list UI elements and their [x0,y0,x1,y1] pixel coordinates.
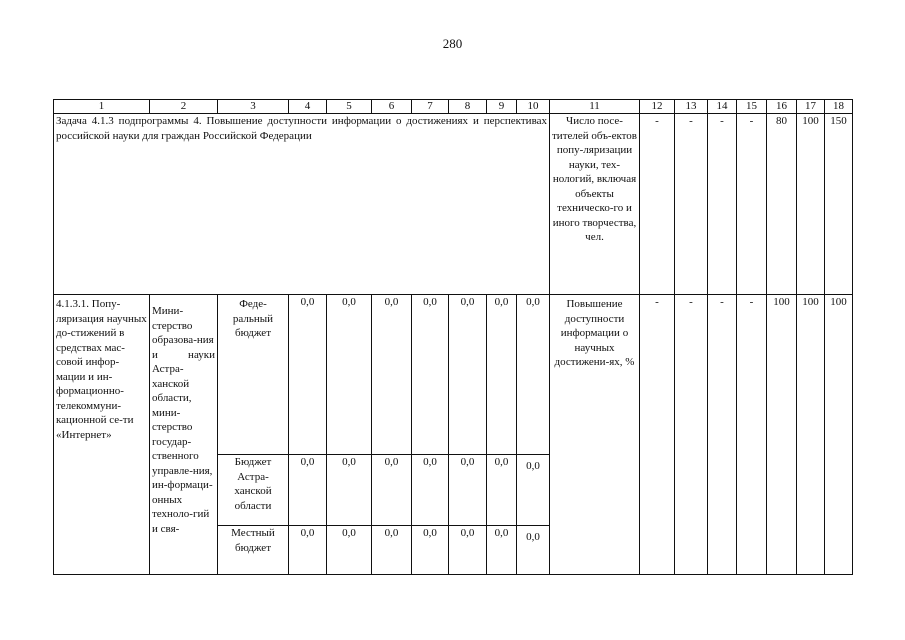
column-number: 1 [54,100,150,114]
column-number: 13 [675,100,708,114]
column-number: 5 [327,100,372,114]
task-value: 150 [825,114,853,295]
funding-value: 0,0 [289,526,327,575]
task-title: Задача 4.1.3 подпрограммы 4. Повышение доступности информации о достижениях и перспективах российской науки для граждан Российской Федерации [54,114,550,295]
task-value: - [708,114,737,295]
funding-value: 0,0 [487,526,517,575]
task-row [54,114,853,295]
task-value: 100 [797,114,825,295]
measure-indicator-value: - [640,295,675,575]
column-number: 3 [218,100,289,114]
column-number: 9 [487,100,517,114]
column-number: 18 [825,100,853,114]
funding-value: 0,0 [487,455,517,526]
funding-value: 0,0 [487,295,517,455]
funding-value: 0,0 [449,295,487,455]
funding-value: 0,0 [449,455,487,526]
funding-value: 0,0 [412,455,449,526]
column-number: 12 [640,100,675,114]
funding-source-name: Бюджет Астра-ханской области [218,455,289,526]
column-number: 8 [449,100,487,114]
funding-value: 0,0 [372,295,412,455]
measure-indicator-value: - [737,295,767,575]
funding-value: 0,0 [289,295,327,455]
measure-indicator: Повышение доступности информации о научных достижени-ях, % [550,295,640,575]
measure-name: 4.1.3.1. Попу-ляризация научных до-стижений в средствах мас-совой инфор-мации и ин-формационно-телекоммуни-кационной се-ти «Интернет» [54,295,150,575]
task-indicator: Число посе-тителей объ-ектов попу-ляризации науки, тех-нологий, включая объекты техническо-го и иного творчества, чел. [550,114,640,295]
funding-source-name: Местный бюджет [218,526,289,575]
measure-indicator-value: 100 [825,295,853,575]
task-value: - [640,114,675,295]
task-value: 80 [767,114,797,295]
funding-value: 0,0 [372,526,412,575]
column-number: 4 [289,100,327,114]
column-number: 2 [150,100,218,114]
column-number: 10 [517,100,550,114]
measure-executor: Мини-стерство образова-ния и науки Астра-ханской области, мини-стерство государ-ственного управле-ния, ин-формаци-онных техноло-гий и свя- [150,295,218,575]
column-number: 16 [767,100,797,114]
page-number: 280 [442,36,463,51]
funding-value: 0,0 [449,526,487,575]
measure-indicator-value: 100 [797,295,825,575]
measure-indicator-value: - [708,295,737,575]
column-number: 14 [708,100,737,114]
measure-indicator-value: 100 [767,295,797,575]
funding-value: 0,0 [412,526,449,575]
column-number: 7 [412,100,449,114]
column-number-row [54,100,853,114]
task-value: - [737,114,767,295]
funding-value: 0,0 [289,455,327,526]
column-number: 15 [737,100,767,114]
program-table [53,99,853,575]
column-number: 17 [797,100,825,114]
funding-value: 0,0 [517,295,550,455]
funding-value: 0,0 [327,526,372,575]
column-number: 6 [372,100,412,114]
funding-value: 0,0 [517,526,550,575]
funding-value: 0,0 [372,455,412,526]
funding-value: 0,0 [517,455,550,526]
measure-indicator-value: - [675,295,708,575]
funding-value: 0,0 [327,455,372,526]
funding-value: 0,0 [327,295,372,455]
funding-source-name: Феде-ральный бюджет [218,295,289,455]
column-number: 11 [550,100,640,114]
task-value: - [675,114,708,295]
funding-value: 0,0 [412,295,449,455]
measure-row [54,295,853,455]
